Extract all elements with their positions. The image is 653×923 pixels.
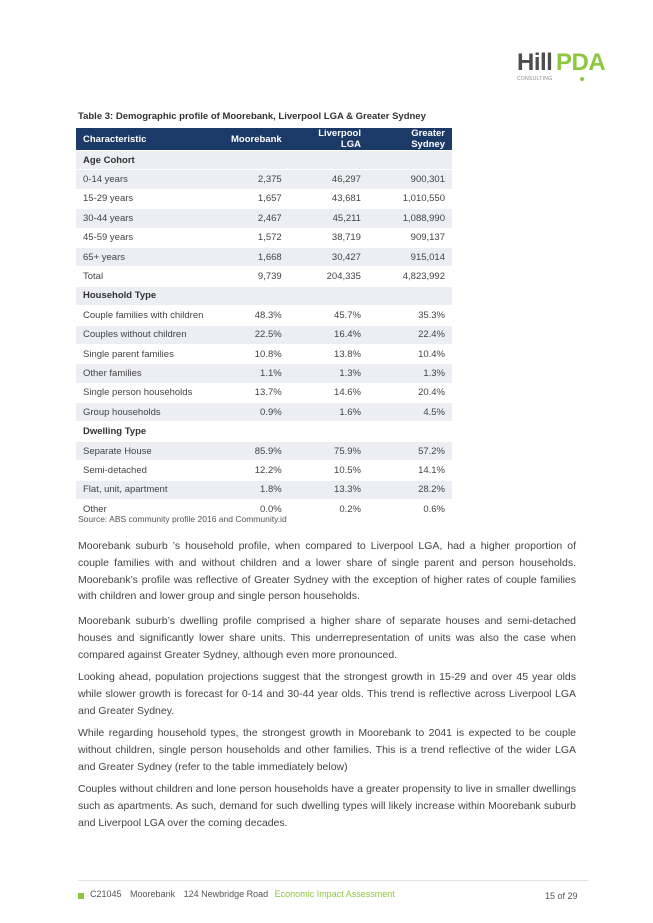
cell: 45.7% bbox=[334, 309, 361, 321]
footer-report-title: Economic Impact Assessment bbox=[274, 889, 395, 899]
table-row bbox=[76, 267, 452, 285]
cell: 38,719 bbox=[331, 232, 361, 244]
cell: 9,739 bbox=[257, 271, 282, 283]
row-label: Semi-detached bbox=[83, 464, 147, 476]
cell bbox=[289, 151, 368, 169]
cell: 35.3% bbox=[418, 309, 445, 321]
paragraph-household-profile: Moorebank suburb ’s household profile, when compared to Liverpool LGA, had a higher proportion of couple families with and without children and a lower share of single parent and person households. Moorebank’s profile was reflective of Greater Sydney with the exception of higher rates of couple families with children and lower group and single person households. bbox=[78, 540, 576, 603]
cell: 22.5% bbox=[224, 326, 289, 344]
cell: 43,681 bbox=[331, 193, 361, 205]
cell: 0.9% bbox=[224, 403, 289, 421]
section-row bbox=[76, 422, 452, 440]
cell: 48.3% bbox=[254, 309, 282, 321]
row-label: Age Cohort bbox=[76, 151, 224, 169]
cell: 85.9% bbox=[224, 442, 289, 460]
paragraph-household-growth: While regarding household types, the strongest growth in Moorebank to 2041 is expected to be couple without children, single person households and other families. This is a trend reflective of the wider LGA and Greater Sydney (refer to the table immediately below) bbox=[78, 727, 576, 773]
table-source-note: Source: ABS community profile 2016 and Community.id bbox=[78, 514, 287, 524]
logo-text-hill: Hill bbox=[517, 49, 553, 76]
cell: 0.2% bbox=[339, 503, 361, 515]
header-greater-sydney: Greater Sydney bbox=[368, 128, 452, 150]
cell: 0.6% bbox=[423, 503, 445, 515]
row-label: Couple families with children bbox=[83, 309, 204, 321]
cell: 45,211 bbox=[289, 209, 368, 227]
cell: 2,375 bbox=[224, 170, 289, 188]
cell: 57.2% bbox=[368, 442, 452, 460]
table-row bbox=[76, 384, 452, 402]
cell: 1,010,550 bbox=[402, 193, 445, 205]
cell bbox=[289, 422, 368, 440]
cell: 22.4% bbox=[368, 326, 452, 344]
cell: 10.8% bbox=[254, 348, 282, 360]
footer-text bbox=[90, 889, 395, 899]
cell: 14.6% bbox=[334, 387, 361, 399]
table-header-row bbox=[76, 128, 452, 150]
row-label: Total bbox=[83, 271, 104, 283]
row-label: Household Type bbox=[76, 287, 224, 305]
cell: 915,014 bbox=[368, 248, 452, 266]
cell: 1.3% bbox=[289, 364, 368, 382]
table-caption: Table 3: Demographic profile of Moorebank, Liverpool LGA & Greater Sydney bbox=[78, 111, 426, 122]
paragraph-dwelling-demand: Couples without children and lone person households have a greater propensity to live in smaller dwellings such as apartments. As such, demand for such dwelling types will likely increase within Moorebank suburb and Liverpool LGA over the coming decades. bbox=[78, 783, 576, 829]
cell bbox=[368, 422, 452, 440]
table-row bbox=[76, 364, 452, 382]
table-row bbox=[76, 170, 452, 188]
row-label: Couples without children bbox=[76, 326, 224, 344]
cell: 909,137 bbox=[410, 232, 445, 244]
row-label: Flat, unit, apartment bbox=[76, 481, 224, 499]
logo-subtitle: CONSULTING bbox=[517, 76, 553, 82]
cell: 13.8% bbox=[334, 348, 361, 360]
footer-code: C21045 bbox=[90, 889, 122, 899]
row-label: Group households bbox=[76, 403, 224, 421]
row-label: 15-29 years bbox=[83, 193, 134, 205]
cell: 1,668 bbox=[224, 248, 289, 266]
cell: 2,467 bbox=[224, 209, 289, 227]
page-number: 15 of 29 bbox=[545, 891, 578, 901]
paragraph-population-projections: Looking ahead, population projections suggest that the strongest growth in 15-29 and over 45 year olds while slower growth is forecast for 0-14 and 30-44 year olds. This trend is reflective across Liverpool LGA and Greater Sydney. bbox=[78, 671, 576, 717]
table-row bbox=[76, 229, 452, 247]
cell: 204,335 bbox=[326, 271, 361, 283]
cell: 28.2% bbox=[368, 481, 452, 499]
cell: 13.7% bbox=[254, 387, 282, 399]
table-row bbox=[76, 209, 452, 227]
cell: 12.2% bbox=[254, 464, 282, 476]
company-logo bbox=[517, 50, 609, 84]
row-label: 30-44 years bbox=[76, 209, 224, 227]
table-row bbox=[76, 306, 452, 324]
footer-divider bbox=[78, 880, 588, 881]
row-label: Separate House bbox=[76, 442, 224, 460]
cell: 0.0% bbox=[260, 503, 282, 515]
cell bbox=[224, 422, 289, 440]
table-row bbox=[76, 248, 452, 266]
cell bbox=[224, 151, 289, 169]
paragraph-dwelling-profile: Moorebank suburb’s dwelling profile comprised a higher share of separate houses and semi-detached houses and significantly lower share units. This underrepresentation of units was also the case when compared against Greater Sydney, although even more pronounced. bbox=[78, 615, 576, 661]
cell: 16.4% bbox=[289, 326, 368, 344]
table-row bbox=[76, 345, 452, 363]
header-liverpool-lga: Liverpool LGA bbox=[289, 128, 368, 150]
cell: 1,657 bbox=[257, 193, 282, 205]
cell: 4,823,992 bbox=[402, 271, 445, 283]
section-row bbox=[76, 151, 452, 169]
table-row bbox=[76, 481, 452, 499]
cell: 75.9% bbox=[289, 442, 368, 460]
row-label: 0-14 years bbox=[76, 170, 224, 188]
cell bbox=[368, 287, 452, 305]
cell: 900,301 bbox=[368, 170, 452, 188]
row-label: 65+ years bbox=[76, 248, 224, 266]
header-moorebank: Moorebank bbox=[224, 128, 289, 150]
cell bbox=[224, 287, 289, 305]
cell: 1.1% bbox=[224, 364, 289, 382]
row-label: 45-59 years bbox=[83, 232, 134, 244]
header-characteristic: Characteristic bbox=[76, 128, 224, 150]
row-label: Other bbox=[83, 503, 107, 515]
cell: 20.4% bbox=[418, 387, 445, 399]
demographic-table bbox=[76, 127, 452, 519]
table-row bbox=[76, 326, 452, 344]
cell: 14.1% bbox=[418, 464, 445, 476]
cell: 10.4% bbox=[418, 348, 445, 360]
row-label: Single parent families bbox=[83, 348, 174, 360]
footer-project: Moorebank bbox=[130, 889, 176, 899]
table-row bbox=[76, 461, 452, 479]
cell: 1.6% bbox=[289, 403, 368, 421]
cell: 4.5% bbox=[368, 403, 452, 421]
cell: 30,427 bbox=[289, 248, 368, 266]
cell: 1.8% bbox=[224, 481, 289, 499]
table-row bbox=[76, 403, 452, 421]
row-label: Other families bbox=[76, 364, 224, 382]
cell: 1,572 bbox=[257, 232, 282, 244]
cell bbox=[368, 151, 452, 169]
cell: 10.5% bbox=[334, 464, 361, 476]
cell: 1.3% bbox=[368, 364, 452, 382]
table-row bbox=[76, 442, 452, 460]
cell: 1,088,990 bbox=[368, 209, 452, 227]
row-label: Single person households bbox=[83, 387, 193, 399]
cell bbox=[289, 287, 368, 305]
row-label: Dwelling Type bbox=[83, 426, 147, 438]
footer-square-icon bbox=[78, 893, 84, 899]
cell: 13.3% bbox=[289, 481, 368, 499]
table-row bbox=[76, 190, 452, 208]
footer-address: 124 Newbridge Road bbox=[183, 889, 269, 899]
logo-dot-icon bbox=[580, 77, 584, 81]
section-row bbox=[76, 287, 452, 305]
cell: 46,297 bbox=[289, 170, 368, 188]
logo-text-pda: PDA bbox=[556, 49, 606, 76]
